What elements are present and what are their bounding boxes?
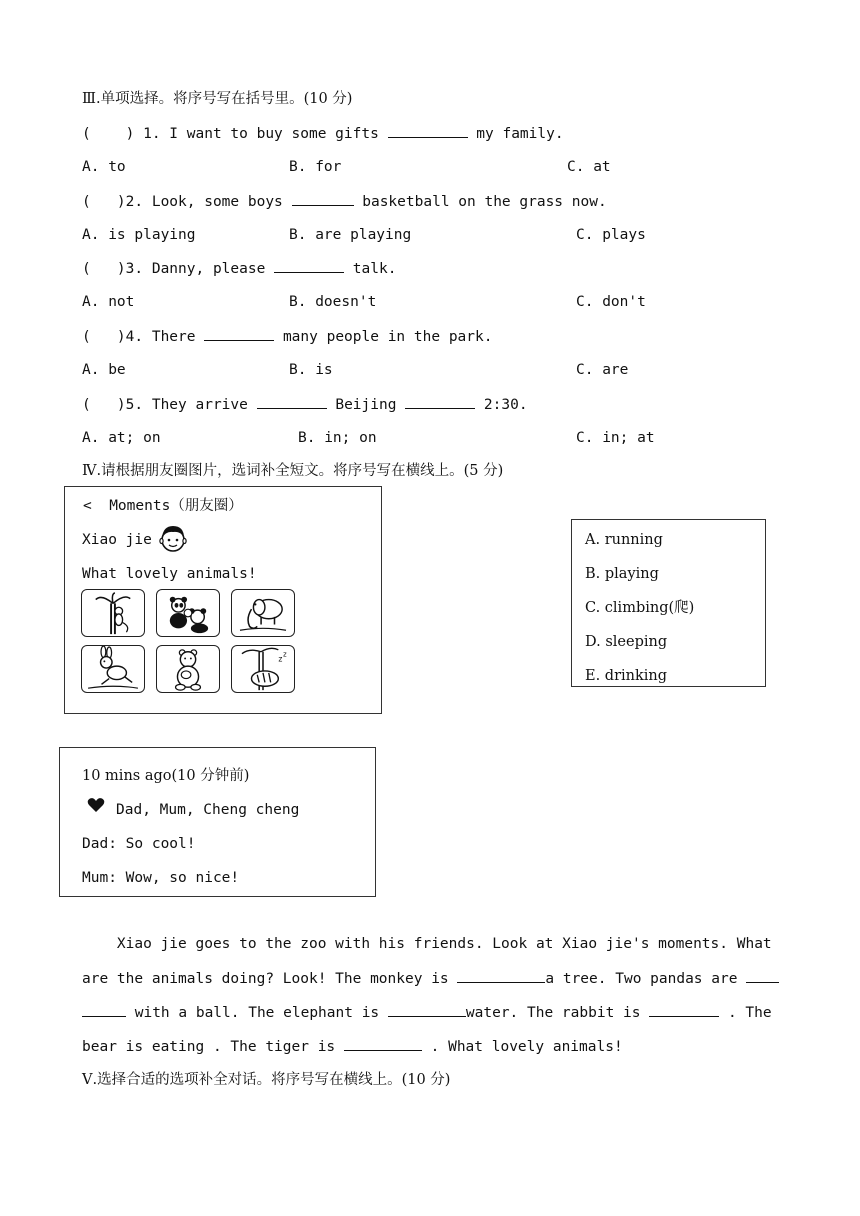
post-text: What lovely animals! <box>82 566 257 582</box>
svg-text:z: z <box>278 654 283 664</box>
question-2: ( )2. Look, some boys basketball on the grass now. <box>82 191 607 212</box>
user-name: Xiao jie <box>82 532 152 548</box>
option: A. to <box>82 159 126 175</box>
option: A. not <box>82 294 135 310</box>
option: C. plays <box>576 227 646 243</box>
option: C. are <box>576 362 629 378</box>
answer-blank[interactable] <box>344 1036 422 1051</box>
comments-box <box>59 747 376 897</box>
option: B. for <box>289 159 342 175</box>
monkey-climbing-tree-icon <box>81 589 145 637</box>
section5-heading: Ⅴ.选择合适的选项补全对话。将序号写在横线上。(10 分) <box>82 1072 451 1088</box>
passage-line-3: with a ball. The elephant is water. The rabbit is . The <box>82 1002 772 1023</box>
heart-icon <box>87 797 105 813</box>
option: C. at <box>567 159 611 175</box>
question-4: ( )4. There many people in the park. <box>82 326 492 347</box>
word-option: A. running <box>585 532 663 548</box>
answer-blank[interactable] <box>746 968 779 983</box>
answer-blank[interactable] <box>388 123 468 138</box>
passage-line-1: Xiao jie goes to the zoo with his friends. Look at Xiao jie's moments. What <box>82 936 772 952</box>
time-ago: 10 mins ago(10 分钟前) <box>82 768 250 784</box>
answer-blank[interactable] <box>257 394 327 409</box>
answer-blank[interactable] <box>405 394 475 409</box>
option: C. in; at <box>576 430 655 446</box>
likes: Dad, Mum, Cheng cheng <box>116 802 300 818</box>
tiger-sleeping-icon <box>231 645 295 693</box>
answer-blank[interactable] <box>82 1002 126 1017</box>
comment: Dad: So cool! <box>82 836 196 852</box>
answer-blank[interactable] <box>292 191 354 206</box>
word-option: C. climbing(爬) <box>585 600 695 616</box>
question-1: ( ) 1. I want to buy some gifts my family. <box>82 123 564 144</box>
option: B. doesn't <box>289 294 377 310</box>
section3-heading: Ⅲ.单项选择。将序号写在括号里。(10 分) <box>82 91 353 107</box>
passage-line-4: bear is eating . The tiger is . What lovely animals! <box>82 1036 623 1057</box>
elephant-drinking-water-icon <box>231 589 295 637</box>
pandas-playing-ball-icon <box>156 589 220 637</box>
option: A. be <box>82 362 126 378</box>
question-3: ( )3. Danny, please talk. <box>82 258 396 279</box>
moments-box <box>64 486 382 714</box>
section4-heading: Ⅳ.请根据朋友圈图片，选词补全短文。将序号写在横线上。(5 分) <box>82 463 504 479</box>
answer-blank[interactable] <box>204 326 274 341</box>
avatar-boy-icon <box>157 522 189 554</box>
answer-blank[interactable] <box>274 258 344 273</box>
answer-blank[interactable] <box>388 1002 466 1017</box>
answer-blank[interactable] <box>649 1002 719 1017</box>
word-option: D. sleeping <box>585 634 668 650</box>
rabbit-running-icon <box>81 645 145 693</box>
comment: Mum: Wow, so nice! <box>82 870 240 886</box>
word-options-box <box>571 519 766 687</box>
moments-title: < Moments（朋友圈） <box>83 498 243 514</box>
bear-eating-icon <box>156 645 220 693</box>
word-option: E. drinking <box>585 668 668 684</box>
question-5: ( )5. They arrive Beijing 2:30. <box>82 394 528 415</box>
option: C. don't <box>576 294 646 310</box>
option: B. is <box>289 362 333 378</box>
word-option: B. playing <box>585 566 659 582</box>
option: A. is playing <box>82 227 196 243</box>
option: B. in; on <box>298 430 377 446</box>
passage-line-2: are the animals doing? Look! The monkey is a tree. Two pandas are <box>82 968 779 989</box>
option: B. are playing <box>289 227 412 243</box>
option: A. at; on <box>82 430 161 446</box>
answer-blank[interactable] <box>457 968 545 983</box>
svg-text:z: z <box>283 650 287 659</box>
